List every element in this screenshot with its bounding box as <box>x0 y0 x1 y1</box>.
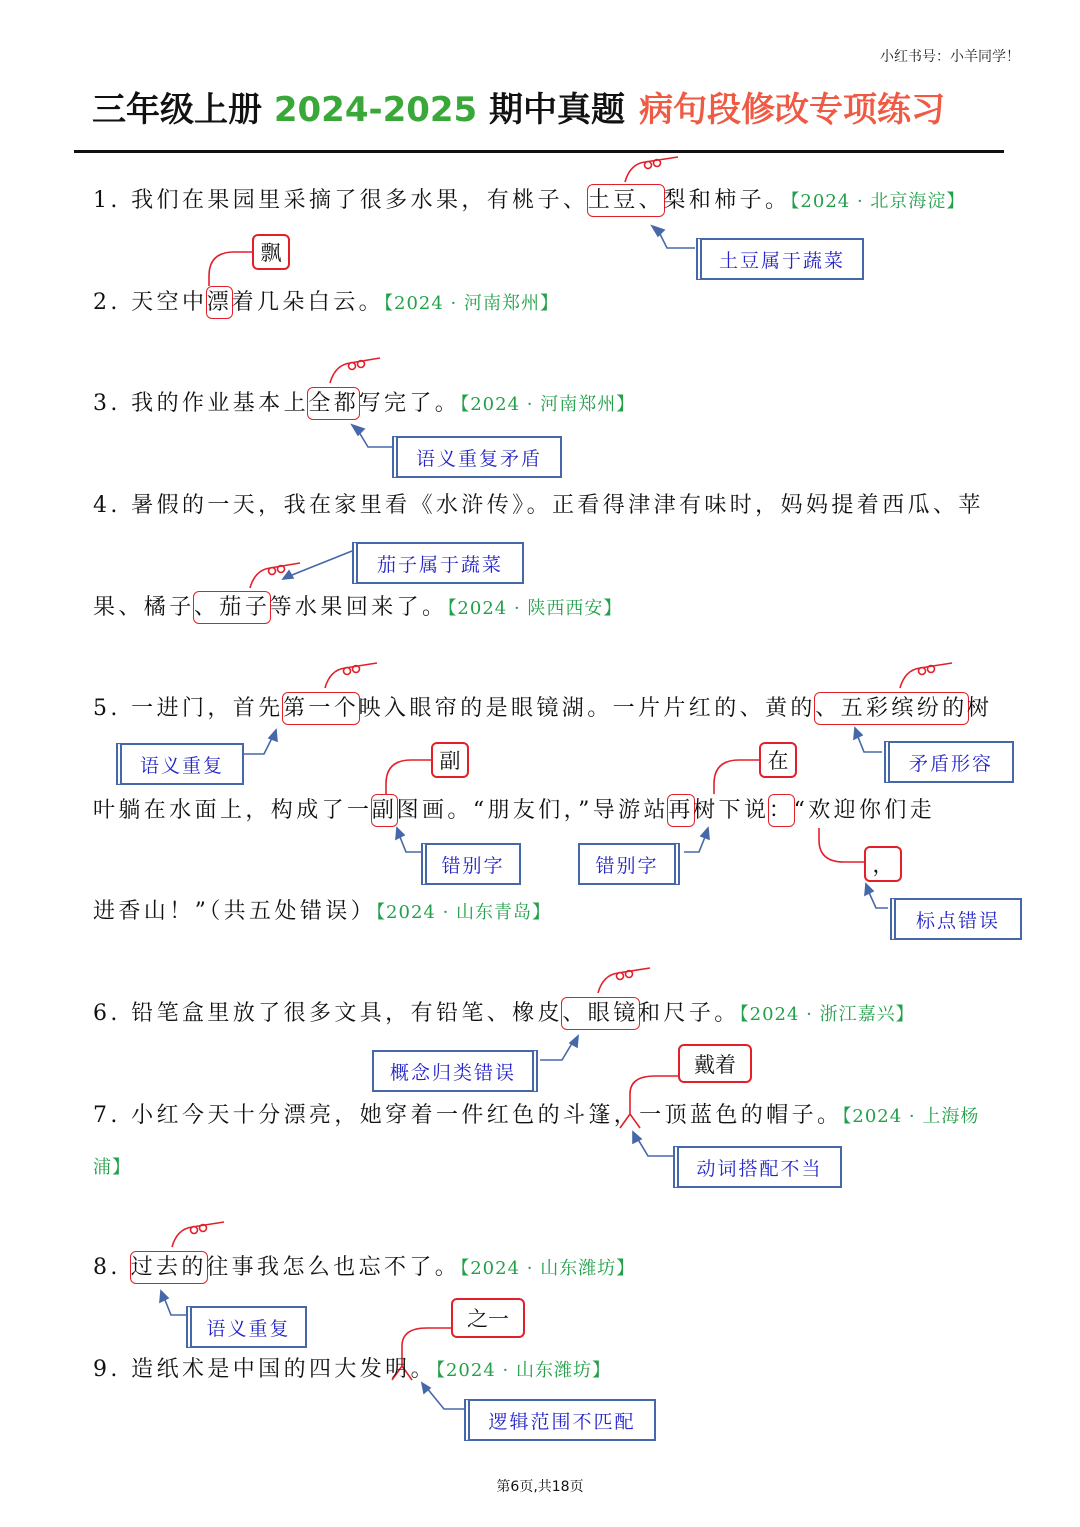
question-7 <box>93 1101 979 1132</box>
q2-text-end: 着几朵白云。 <box>231 290 385 315</box>
q9-text: 9. 造纸术是中国的四大发明。 <box>93 1357 436 1382</box>
q2-text: 2. 天空中 <box>93 290 208 315</box>
q7-source-tag: 【2024 · 上海杨 <box>842 1106 980 1127</box>
q5-text: 树下说 <box>693 798 770 823</box>
page-number: 第6页,共18页 <box>496 1479 584 1495</box>
q4-source-tag: 【2024 · 陕西西安】 <box>447 598 623 619</box>
q8-error-highlight: 过去的 <box>130 1251 208 1284</box>
q5-text: 树 <box>967 696 993 721</box>
q5-text: “欢迎你们走 <box>793 798 936 823</box>
q9-error-label: 逻辑范围不匹配 <box>464 1399 656 1441</box>
question-9 <box>93 1355 611 1386</box>
question-1 <box>93 186 965 217</box>
question-4-line-1: 4. 暑假的一天，我在家里看《水浒传》。正看得津津有味时，妈妈提着西瓜、苹 <box>93 493 984 518</box>
q5-error-label-4: 错别字 <box>578 843 680 885</box>
question-4-line-2 <box>93 593 622 624</box>
delete-mark-icons <box>172 157 952 1380</box>
q5-text: 5. 一进门，首先 <box>93 696 284 721</box>
q5-source-tag: 【2024 · 山东青岛】 <box>376 902 552 923</box>
q5-error-label-2: 矛盾形容 <box>884 741 1014 783</box>
q3-error-highlight: 全都 <box>307 387 360 420</box>
q8-source-tag: 【2024 · 山东潍坊】 <box>460 1258 636 1279</box>
q3-text-end: 写完了。 <box>358 391 461 416</box>
q2-correction: 飘 <box>252 234 290 270</box>
q1-text: 1. 我们在果园里采摘了很多水果，有桃子、 <box>93 188 589 213</box>
q5-text: 图画。“朋友们，”导游站 <box>396 798 669 823</box>
watermark: 小红书号：小羊同学！ <box>880 49 1020 65</box>
q2-source-tag: 【2024 · 河南郑州】 <box>384 293 559 314</box>
q8-text: 8. <box>93 1255 132 1280</box>
q1-error-highlight: 土豆、 <box>587 184 665 217</box>
q5-error-label-5: 标点错误 <box>890 898 1022 940</box>
title-exam: 期中真题 <box>477 90 626 130</box>
q5-correction-1: 副 <box>431 742 469 778</box>
q5-error-highlight-2: 、五彩缤纷的 <box>814 692 968 725</box>
question-8 <box>93 1253 635 1284</box>
q3-error-label: 语义重复矛盾 <box>392 436 562 478</box>
q8-text-end: 往事我怎么也忘不了。 <box>206 1255 461 1280</box>
q7-error-label: 动词搭配不当 <box>673 1146 842 1188</box>
q3-text: 3. 我的作业基本上 <box>93 391 309 416</box>
q4-error-highlight: 、茄子 <box>193 591 271 624</box>
q1-error-label: 土豆属于蔬菜 <box>696 238 864 280</box>
q6-text-end: 和尺子。 <box>638 1001 740 1026</box>
q5-error-highlight-1: 第一个 <box>282 692 360 725</box>
question-5-line-2 <box>93 796 935 826</box>
q5-correction-3: ， <box>864 846 902 882</box>
q3-source-tag: 【2024 · 河南郑州】 <box>460 394 636 415</box>
q4-text-end: 等水果回来了。 <box>269 595 448 620</box>
q5-error-highlight-4: 再 <box>667 794 694 827</box>
q5-text: 映入眼帘的是眼镜湖。一片片红的、黄的 <box>358 696 816 721</box>
q9-source-tag: 【2024 · 山东潍坊】 <box>435 1360 611 1381</box>
q5-error-highlight-5: ： <box>768 794 795 827</box>
question-3 <box>93 389 635 420</box>
q8-error-label: 语义重复 <box>186 1306 307 1348</box>
q7-correction: 戴着 <box>678 1044 752 1083</box>
q5-error-label-3: 错别字 <box>421 843 521 885</box>
q5-text: 叶躺在水面上，构成了一 <box>93 798 373 823</box>
q9-correction: 之一 <box>451 1298 525 1338</box>
question-2 <box>93 288 559 319</box>
q4-error-label: 茄子属于蔬菜 <box>352 542 524 584</box>
q6-error-highlight: 、眼镜 <box>561 997 639 1030</box>
q1-source-tag: 【2024 · 北京海淀】 <box>790 191 966 212</box>
q6-source-tag: 【2024 · 浙江嘉兴】 <box>739 1004 915 1025</box>
q5-text: 进香山！”（共五处错误） <box>93 899 377 924</box>
q4-text: 果、橘子 <box>93 595 195 620</box>
question-6 <box>93 999 915 1030</box>
q7-text: 7. 小红今天十分漂亮，她穿着一件红色的斗篷，一顶蓝色的帽子。 <box>93 1103 843 1128</box>
question-5-line-1 <box>93 694 992 724</box>
q7-source-tag-end: 浦】 <box>93 1157 131 1178</box>
question-5-line-3 <box>93 897 551 928</box>
q5-error-label-1: 语义重复 <box>116 743 244 785</box>
q6-error-label: 概念归类错误 <box>372 1050 538 1092</box>
title-grade: 三年级上册 <box>92 90 274 130</box>
q2-error-highlight: 漂 <box>206 286 233 319</box>
q5-correction-2: 在 <box>759 742 797 778</box>
q6-text: 6. 铅笔盒里放了很多文具，有铅笔、橡皮 <box>93 1001 563 1026</box>
question-7-line-2 <box>93 1152 131 1183</box>
q1-text-end: 梨和柿子。 <box>663 188 791 213</box>
title-year: 2024-2025 <box>273 90 478 130</box>
q5-error-highlight-3: 副 <box>371 794 398 827</box>
title-topic: 病句段修改专项练习 <box>639 90 946 130</box>
